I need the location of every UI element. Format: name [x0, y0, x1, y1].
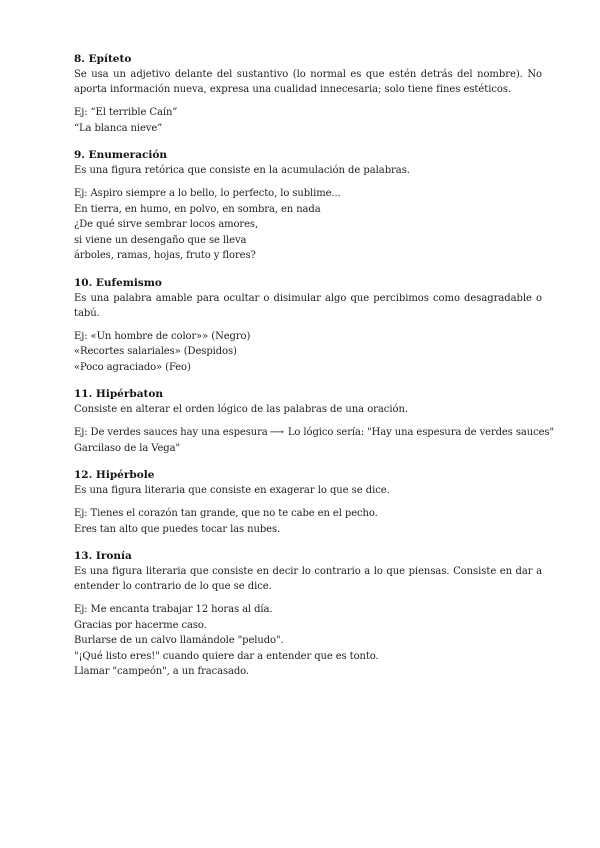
section-heading: 9. Enumeración [74, 149, 168, 161]
section-ironia [74, 549, 542, 680]
example-line: Ej: «Un hombre de color»» (Negro) [74, 330, 251, 342]
example-text: Lo lógico sería: "Hay una espesura de verdes sauces" [287, 427, 554, 438]
examples-list [74, 105, 542, 136]
example-line [74, 425, 554, 441]
example-line: Ej: Tienes el corazón tan grande, que no te cabe en el pecho. [74, 508, 378, 519]
section-heading: 10. Eufemismo [74, 276, 162, 289]
example-line: si viene un desengaño que se lleva [74, 234, 247, 246]
section-description: Es una figura literaria que consiste en exagerar lo que se dice. [74, 485, 390, 496]
section-description: Es una figura retórica que consiste en la acumulación de palabras. [74, 165, 410, 176]
section-description: Se usa un adjetivo delante del sustantivo (lo normal es que estén detrás del nombre). No aporta información nueva, expresa una cualidad innecesaria; solo tiene fines estéticos. [74, 69, 542, 95]
examples-list [74, 425, 554, 456]
example-line: “La blanca nieve” [74, 122, 163, 134]
section-description: Es una figura literaria que consiste en decir lo contrario a lo que piensas. Consiste en dar a entender lo contrario de lo que se dice. [74, 566, 542, 592]
example-line: «Recortes salariales» (Despidos) [74, 346, 237, 357]
examples-list [74, 186, 542, 264]
examples-list [74, 506, 542, 537]
example-line: Ej: “El terrible Caín” [74, 107, 178, 118]
example-line: ¿De qué sirve sembrar locos amores, [74, 219, 259, 230]
section-enumeracion [74, 148, 542, 264]
example-line: Burlarse de un calvo llamándole "peludo". [74, 635, 284, 646]
example-line: Ej: Aspiro siempre a lo bello, lo perfecto, lo sublime... [74, 188, 341, 199]
example-line: Ej: Me encanta trabajar 12 horas al día. [74, 604, 273, 615]
section-heading: 8. Epíteto [74, 53, 132, 65]
example-line: Gracias por hacerme caso. [74, 619, 207, 631]
example-line: «Poco agraciado» (Feo) [74, 361, 191, 373]
section-epiteto [74, 52, 542, 136]
example-line: Garcilaso de la Vega" [74, 442, 180, 454]
example-line: árboles, ramas, hojas, fruto y flores? [74, 250, 256, 261]
examples-list [74, 329, 542, 376]
section-hiperbaton [74, 387, 554, 456]
section-description: Consiste en alterar el orden lógico de las palabras de una oración. [74, 404, 408, 415]
section-heading: 12. Hipérbole [74, 469, 155, 481]
example-line: "¡Qué listo eres!" cuando quiere dar a entender que es tonto. [74, 650, 379, 662]
section-description: Es una palabra amable para ocultar o disimular algo que percibimos como desagradable o tabú. [74, 292, 542, 319]
example-text: Ej: De verdes sauces hay una espesura [74, 427, 268, 438]
section-heading: 13. Ironía [74, 550, 132, 562]
example-line: Llamar "campeón", a un fracasado. [74, 666, 250, 677]
arrow-right-icon: ⟶ [269, 427, 284, 438]
section-heading: 11. Hipérbaton [74, 388, 164, 400]
section-eufemismo [74, 276, 542, 376]
example-line: En tierra, en humo, en polvo, en sombra, en nada [74, 203, 321, 215]
example-line: Eres tan alto que puedes tocar las nubes. [74, 523, 281, 535]
section-hiperbole [74, 468, 542, 537]
examples-list [74, 602, 542, 680]
